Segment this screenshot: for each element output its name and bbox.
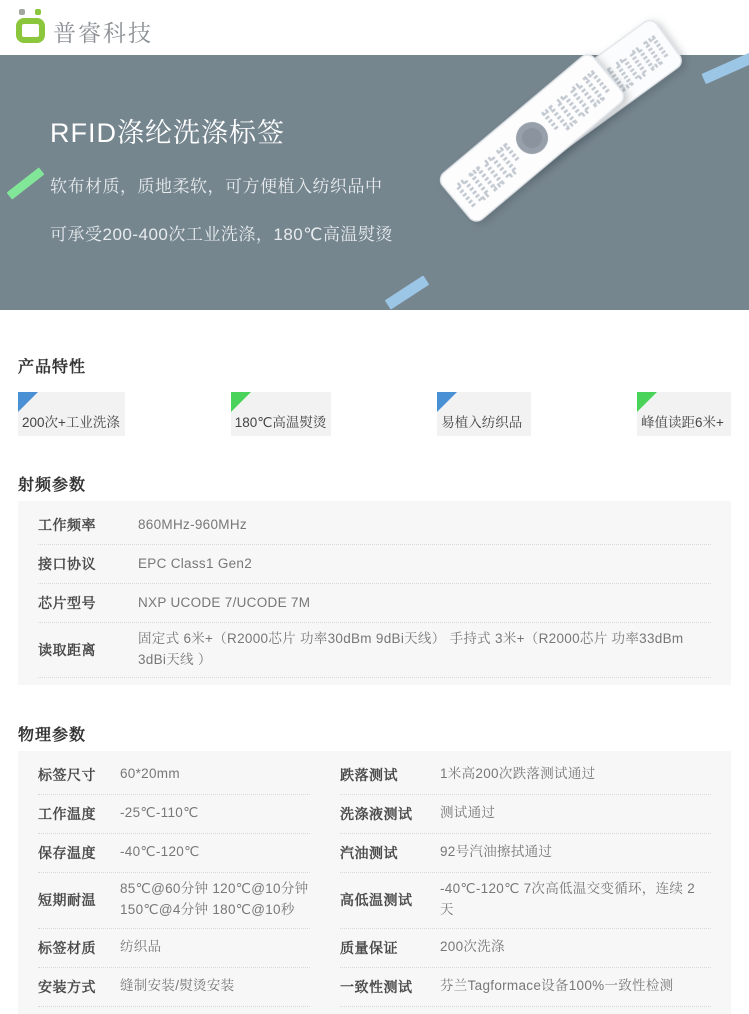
row-value: 860MHz-960MHz bbox=[138, 516, 247, 532]
hero-blue-slash-top-right bbox=[701, 49, 749, 84]
row-value: 200次洗涤 bbox=[440, 939, 505, 955]
hero-banner bbox=[0, 55, 749, 310]
row-label: 接口协议 bbox=[38, 556, 96, 572]
row-label: 工作温度 bbox=[38, 805, 96, 822]
row-label: 安装方式 bbox=[38, 978, 96, 995]
physical-params-grid bbox=[38, 756, 711, 1007]
table-row bbox=[340, 756, 711, 795]
row-value: 60*20mm bbox=[120, 766, 180, 782]
row-value: 85℃@60分钟 120℃@10分钟 150℃@4分钟 180℃@10秒 bbox=[120, 881, 309, 918]
feature-label: 峰值读距6米+ bbox=[641, 415, 724, 430]
product-title: RFID涤纶洗涤标签 bbox=[50, 118, 285, 148]
brand-logo-icon bbox=[16, 7, 46, 44]
row-value: EPC Class1 Gen2 bbox=[138, 555, 253, 571]
rfid-tag-image-front bbox=[435, 50, 628, 226]
rf-params-table bbox=[18, 501, 731, 685]
physical-params-table bbox=[18, 751, 731, 1014]
logo-dot-right bbox=[35, 9, 41, 15]
table-row bbox=[38, 834, 310, 873]
row-value: 缝制安装/熨烫安装 bbox=[120, 978, 235, 994]
table-row bbox=[340, 795, 711, 834]
row-label: 跌落测试 bbox=[340, 766, 398, 783]
row-value: 92号汽油擦拭通过 bbox=[440, 844, 553, 860]
row-label: 一致性测试 bbox=[340, 978, 413, 995]
physical-params-section-title: 物理参数 bbox=[18, 726, 87, 744]
rf-params-section-title: 射频参数 bbox=[18, 477, 87, 494]
row-label: 保存温度 bbox=[38, 844, 96, 861]
row-value: -40℃-120℃ 7次高低温交变循环，连续 2 天 bbox=[440, 881, 696, 918]
row-label: 读取距离 bbox=[38, 641, 96, 658]
logo-dot-left bbox=[19, 9, 25, 15]
logo-ring bbox=[16, 18, 45, 43]
table-row bbox=[38, 756, 310, 795]
table-row bbox=[340, 834, 711, 873]
row-value: 纺织品 bbox=[120, 939, 162, 955]
corner-triangle-icon bbox=[637, 392, 657, 412]
feature-box-read-range bbox=[637, 392, 731, 436]
product-subtitle-2: 可承受200-400次工业洗涤，180℃高温熨烫 bbox=[50, 225, 393, 244]
feature-label: 180℃高温熨烫 bbox=[234, 415, 327, 430]
hero-blue-slash-bottom bbox=[385, 275, 430, 309]
row-value: -40℃-120℃ bbox=[120, 844, 200, 860]
row-value: -25℃-110℃ bbox=[120, 805, 199, 821]
hero-green-slash-decoration bbox=[7, 167, 45, 199]
product-subtitle-1: 软布材质，质地柔软，可方便植入纺织品中 bbox=[50, 177, 383, 196]
row-value: NXP UCODE 7/UCODE 7M bbox=[138, 594, 311, 610]
table-row bbox=[38, 795, 310, 834]
feature-box-easy-embed bbox=[437, 392, 531, 436]
feature-label: 200次+工业洗涤 bbox=[22, 415, 120, 430]
row-value: 测试通过 bbox=[440, 805, 496, 821]
table-row bbox=[38, 506, 711, 545]
table-row bbox=[340, 873, 711, 929]
row-label: 高低温测试 bbox=[340, 892, 413, 909]
brand-logo[interactable] bbox=[16, 7, 153, 48]
feature-label: 易植入纺织品 bbox=[441, 415, 523, 430]
row-value: 1米高200次跌落测试通过 bbox=[440, 766, 596, 782]
table-row bbox=[38, 968, 310, 1007]
table-row bbox=[38, 929, 310, 968]
features-section-title: 产品特性 bbox=[18, 359, 87, 376]
corner-triangle-icon bbox=[437, 392, 457, 412]
row-label: 质量保证 bbox=[340, 939, 398, 956]
feature-box-industrial-wash bbox=[18, 392, 125, 436]
table-row bbox=[340, 929, 711, 968]
row-value: 芬兰Tagformace设备100%一致性检测 bbox=[440, 978, 674, 994]
row-label: 短期耐温 bbox=[38, 892, 96, 909]
feature-box-high-temp-iron bbox=[231, 392, 332, 436]
corner-triangle-icon bbox=[18, 392, 38, 412]
row-value: 固定式 6米+（R2000芯片 功率30dBm 9dBi天线） 手持式 3米+（R2000芯片 功率33dBm 3dBi天线 ） bbox=[138, 631, 684, 667]
corner-triangle-icon bbox=[231, 392, 251, 412]
row-label: 工作频率 bbox=[38, 517, 96, 533]
row-label: 洗涤液测试 bbox=[340, 805, 413, 822]
table-row bbox=[38, 584, 711, 623]
row-label: 汽油测试 bbox=[340, 844, 398, 861]
row-label: 标签材质 bbox=[38, 939, 96, 956]
table-row bbox=[38, 623, 711, 678]
row-label: 标签尺寸 bbox=[38, 766, 96, 783]
row-label: 芯片型号 bbox=[38, 595, 96, 611]
brand-name: 普睿科技 bbox=[53, 20, 153, 46]
table-row bbox=[38, 545, 711, 584]
table-row bbox=[38, 873, 310, 929]
feature-list bbox=[18, 392, 731, 436]
table-row bbox=[340, 968, 711, 1007]
